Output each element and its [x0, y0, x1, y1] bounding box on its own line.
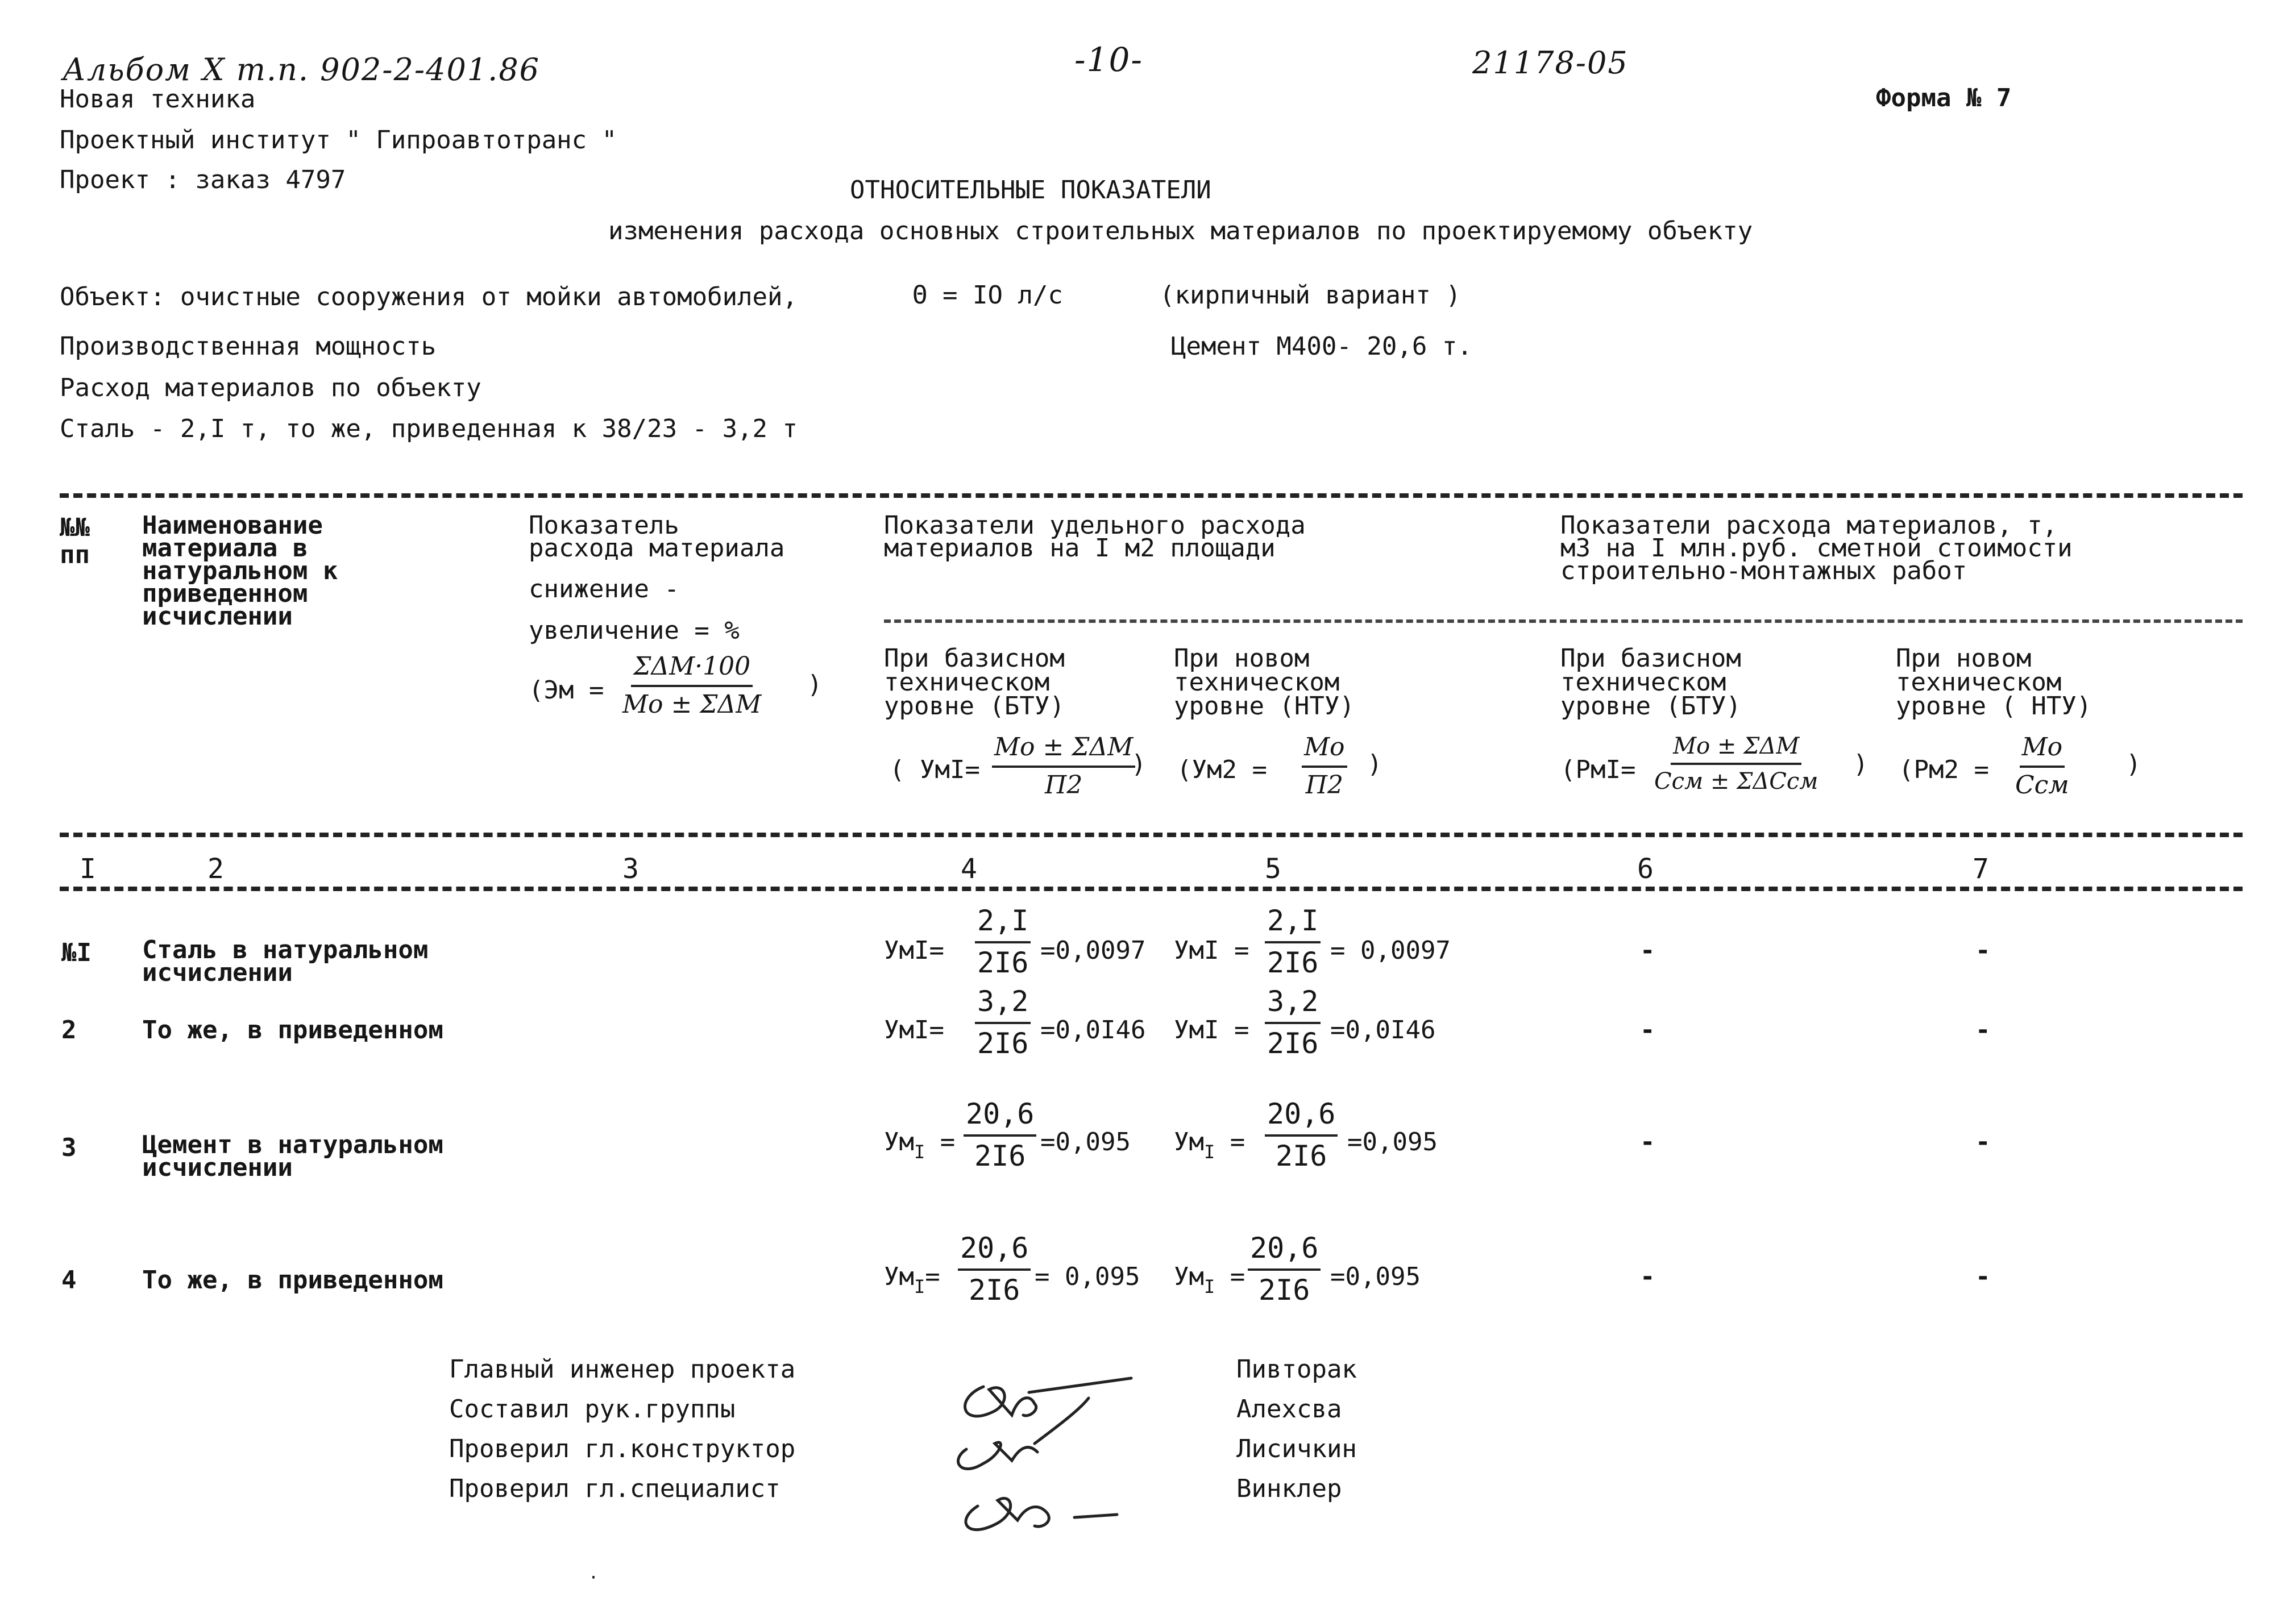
- table-top-rule: [60, 493, 2243, 498]
- column-number: 4: [961, 853, 977, 885]
- col6-header: При базисном техническом уровне (БТУ): [1560, 644, 1741, 721]
- signature-name: Винклер: [1236, 1474, 1342, 1503]
- c4-result: =0,0I46: [1040, 1016, 1146, 1045]
- signature-role: Проверил гл.специалист: [449, 1474, 780, 1503]
- signature-name: Алехсва: [1236, 1395, 1342, 1424]
- c5-label: $Ум_I$ =: [1174, 1262, 1245, 1297]
- signature-role: Составил рук.группы: [449, 1395, 736, 1424]
- c5-fraction: $\frac{20,6}{2I6}$: [1248, 1232, 1321, 1307]
- album-reference: Альбом Х т.п. 902-2-401.86: [63, 52, 541, 88]
- col5-formula-fraction: Mo П2: [1302, 733, 1347, 800]
- page-subtitle: изменения расхода основных строительных материалов по проектируемому объекту: [608, 217, 1753, 246]
- institute-name: Проектный институт " Гипроавтотранс ": [60, 126, 617, 155]
- c5-label: $Ум_I$ =: [1174, 1128, 1245, 1163]
- col3-formula-fraction: ΣΔM·100 Mo ± ΣΔM: [622, 652, 762, 719]
- column-number: 5: [1265, 853, 1281, 885]
- c5-fraction: $\frac{20,6}{2I6}$: [1265, 1098, 1338, 1172]
- c7-value: -: [1975, 1016, 1991, 1045]
- col7-formula-fraction: Mo Ссм: [2015, 733, 2069, 800]
- c6-value: -: [1640, 1128, 1655, 1157]
- col6-formula-fraction: Mo ± ΣΔM Ссм ± ΣΔСсм: [1654, 733, 1818, 795]
- col7-header: При новом техническом уровне ( НТУ): [1896, 644, 2092, 721]
- signature-role: Главный инженер проекта: [449, 1355, 796, 1384]
- c4-result: =0,0097: [1040, 936, 1146, 965]
- row-number: 2: [61, 1016, 77, 1045]
- material-name: То же, в приведенном: [142, 1266, 443, 1295]
- col3-decrease: снижение -: [529, 575, 679, 604]
- column-number: 6: [1637, 853, 1654, 885]
- col2-header: Наименование материала в натуральном к приведенном исчислении: [142, 511, 338, 631]
- col6-formula-suffix: ): [1853, 750, 1869, 779]
- c4-label: $Ум_I=$: [884, 1262, 940, 1297]
- col4-formula-fraction: Mo ± ΣΔM П2: [992, 733, 1135, 800]
- c7-value: -: [1975, 936, 1991, 965]
- signature-name: Пивторак: [1236, 1355, 1357, 1384]
- c6-value: -: [1640, 1262, 1655, 1291]
- specific-group-header: Показатели удельного расхода материалов на I м2 площади: [884, 511, 1306, 563]
- col3-header: Показатель расхода материала: [529, 511, 785, 563]
- c5-result: =0,095: [1347, 1128, 1438, 1157]
- c4-result: =0,095: [1040, 1128, 1131, 1157]
- document-code: 21178-05: [1472, 45, 1629, 81]
- col6-formula-prefix: (РмI=: [1560, 755, 1636, 784]
- c5-result: =0,0I46: [1330, 1016, 1436, 1045]
- material-name: То же, в приведенном: [142, 1016, 443, 1045]
- consumption-label: Расход материалов по объекту: [60, 373, 481, 402]
- col3-formula-prefix: (Эм =: [529, 676, 604, 705]
- variant-label: (кирпичный вариант ): [1160, 281, 1461, 310]
- row-number: 3: [61, 1133, 77, 1162]
- c5-label: УмI =: [1174, 936, 1249, 965]
- steel-amount: Сталь - 2,I т, то же, приведенная к 38/23 - 3,2 т: [60, 414, 798, 443]
- col3-increase: увеличение = %: [529, 616, 740, 645]
- stray-mark: ·: [588, 1568, 599, 1588]
- col7-formula-prefix: (Рм2 =: [1899, 755, 1989, 784]
- col5-formula-prefix: (Ум2 =: [1177, 755, 1267, 784]
- col7-formula-suffix: ): [2126, 750, 2141, 779]
- c5-label: УмI =: [1174, 1016, 1249, 1045]
- column-number: 2: [207, 853, 224, 885]
- c4-label: УмI=: [884, 1016, 944, 1045]
- c4-label: УмI=: [884, 936, 944, 965]
- c4-fraction: $\frac{2,I}{2I6}$: [975, 905, 1031, 979]
- c4-result: = 0,095: [1035, 1262, 1140, 1291]
- c5-result: =0,095: [1330, 1262, 1421, 1291]
- signature-name: Лисичкин: [1236, 1434, 1357, 1463]
- column-number: I: [80, 853, 96, 885]
- c6-value: -: [1640, 1016, 1655, 1045]
- cement-amount: Цемент М400- 20,6 т.: [1171, 332, 1472, 361]
- col3-formula-suffix: ): [807, 670, 823, 699]
- page-number: -10-: [1074, 40, 1143, 79]
- page-title: ОТНОСИТЕЛЬНЫЕ ПОКАЗАТЕЛИ: [850, 176, 1211, 205]
- subheader-rule: [884, 619, 2243, 623]
- col5-header: При новом техническом уровне (НТУ): [1174, 644, 1355, 721]
- c4-fraction: $\frac{3,2}{2I6}$: [975, 985, 1031, 1060]
- col4-formula-suffix: ): [1131, 750, 1147, 779]
- column-numbers-rule: [60, 887, 2243, 891]
- object-line: Объект: очистные сооружения от мойки автомобилей,: [60, 282, 798, 311]
- c7-value: -: [1975, 1262, 1991, 1291]
- material-name: Цемент в натуральном исчислении: [142, 1130, 443, 1182]
- flow-rate: Θ = IO л/с: [912, 281, 1063, 310]
- col1-header: №№ пп: [60, 513, 90, 569]
- column-number: 7: [1973, 853, 1989, 885]
- c5-result: = 0,0097: [1330, 936, 1451, 965]
- c4-fraction: $\frac{20,6}{2I6}$: [964, 1098, 1036, 1172]
- capacity-label: Производственная мощность: [60, 332, 437, 361]
- c7-value: -: [1975, 1128, 1991, 1157]
- handwritten-signatures: [944, 1364, 1160, 1546]
- signature-role: Проверил гл.конструктор: [449, 1434, 796, 1463]
- column-number: 3: [622, 853, 639, 885]
- c4-label: $Ум_I$ =: [884, 1128, 956, 1163]
- form-number: Форма № 7: [1876, 84, 2012, 113]
- cost-group-header: Показатели расхода материалов, т, м3 на I млн.руб. сметной стоимости строительно-монтажных работ: [1560, 511, 2073, 585]
- c6-value: -: [1640, 936, 1655, 965]
- c4-fraction: $\frac{20,6}{2I6}$: [958, 1232, 1031, 1307]
- col4-formula-prefix: ( УмI=: [890, 755, 980, 784]
- col5-formula-suffix: ): [1367, 750, 1382, 779]
- header-bottom-rule: [60, 833, 2243, 837]
- row-number: 4: [61, 1266, 77, 1295]
- c5-fraction: $\frac{3,2}{2I6}$: [1265, 985, 1321, 1060]
- project-order: Проект : заказ 4797: [60, 165, 346, 194]
- col4-header: При базисном техническом уровне (БТУ): [884, 644, 1065, 721]
- new-tech-label: Новая техника: [60, 85, 256, 114]
- row-number: №I: [61, 938, 92, 967]
- material-name: Сталь в натуральном исчислении: [142, 935, 429, 987]
- c5-fraction: $\frac{2,I}{2I6}$: [1265, 905, 1321, 979]
